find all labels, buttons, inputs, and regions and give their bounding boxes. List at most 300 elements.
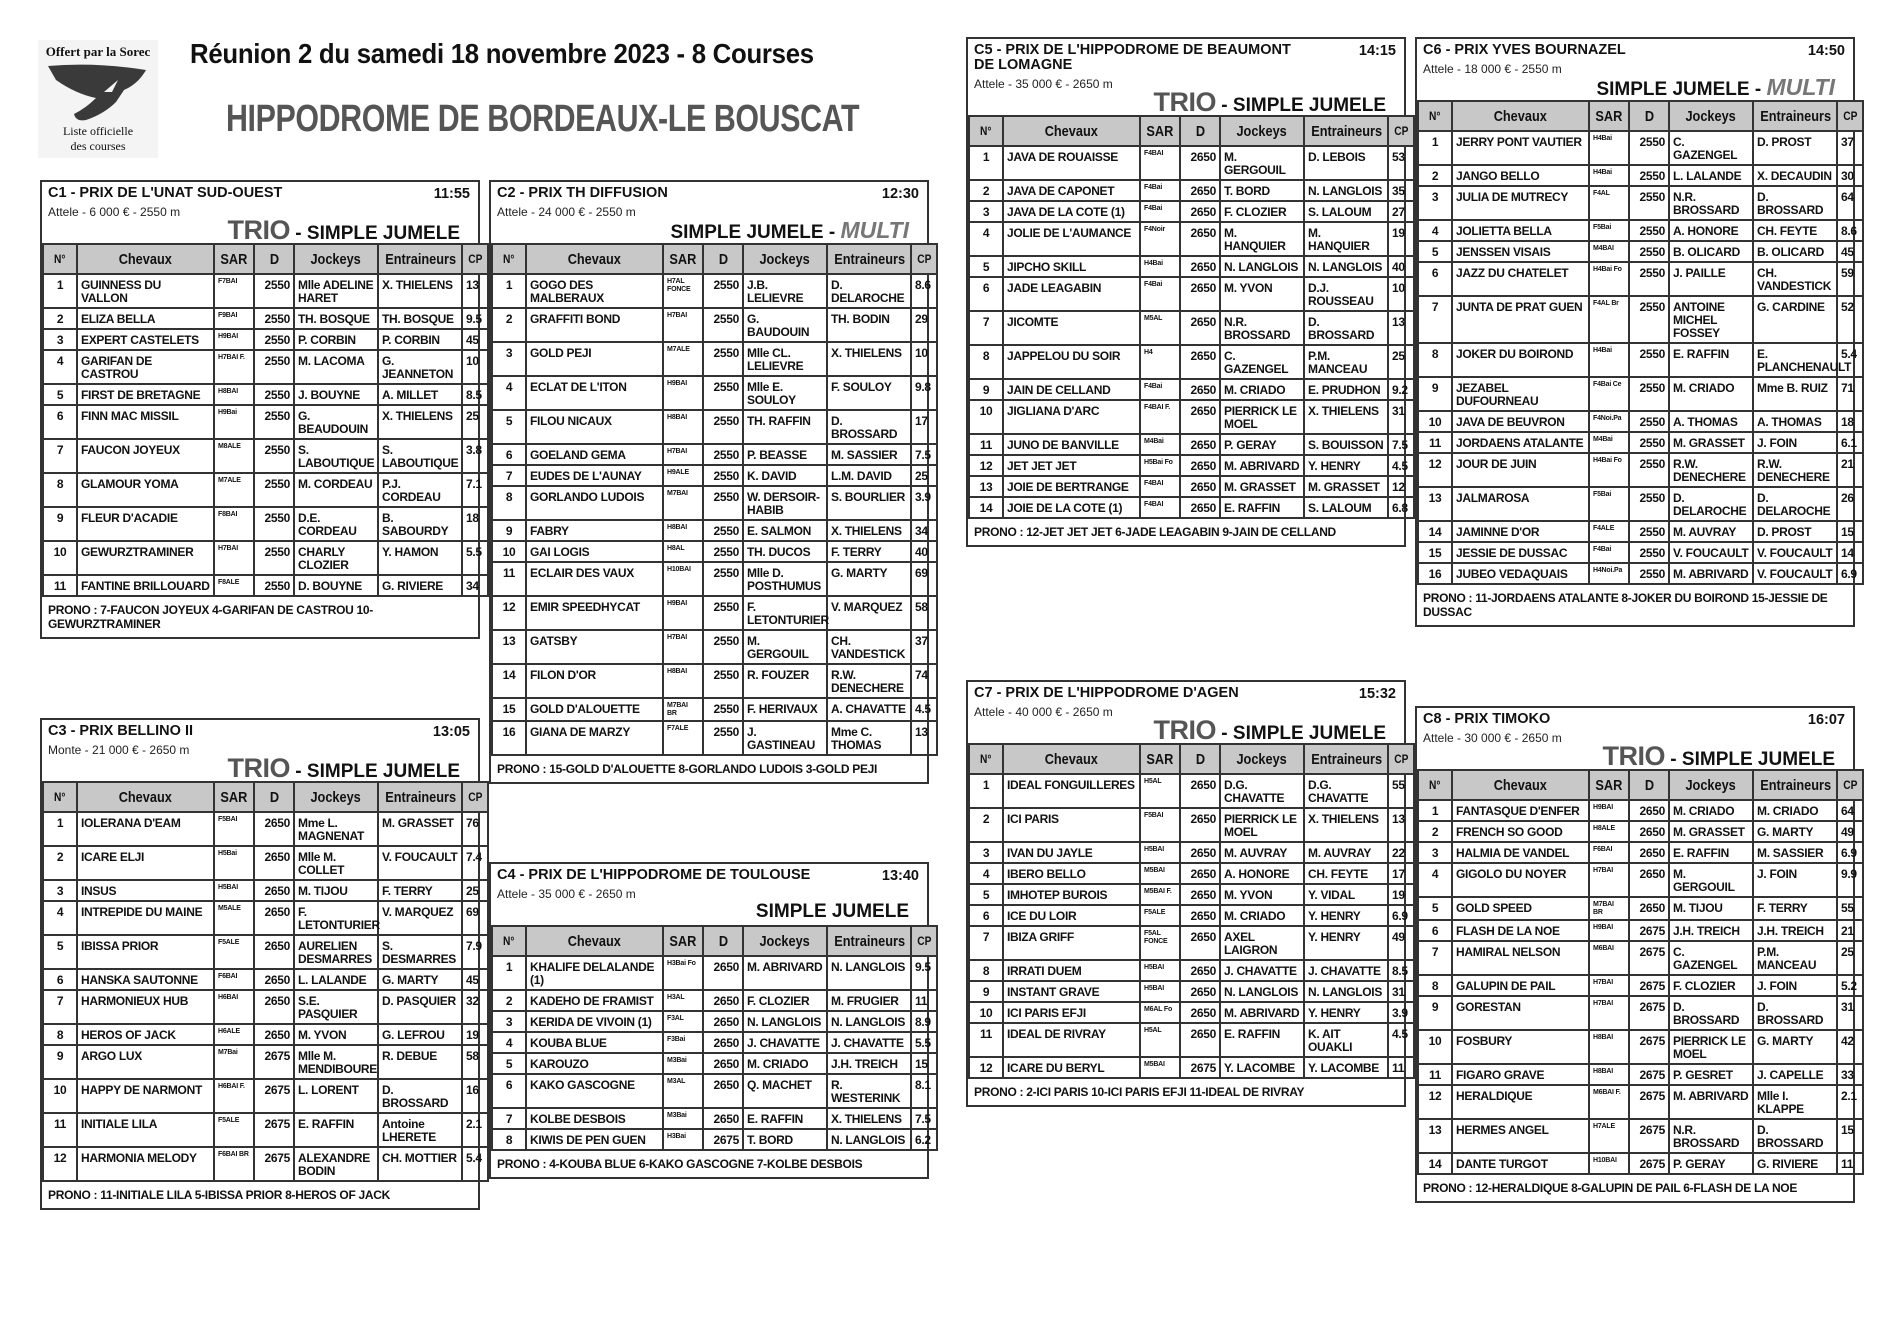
cell-horse: JOIE DE LA COTE (1) — [1003, 497, 1140, 518]
bet-types — [48, 753, 472, 783]
header-label: N° — [1429, 778, 1441, 792]
cell-jockey: TH. RAFFIN — [743, 410, 827, 444]
race-time: 11:55 — [433, 186, 470, 202]
cell-d: 2550 — [1629, 453, 1669, 487]
runner-row — [969, 497, 1414, 518]
cell-horse: HERALDIQUE — [1452, 1085, 1589, 1119]
runner-row — [492, 376, 937, 410]
header-label: SAR — [220, 788, 248, 806]
cell-horse: FIGARO GRAVE — [1452, 1064, 1589, 1085]
cell-num: 2 — [969, 180, 1003, 201]
header-label: CP — [467, 252, 483, 266]
header-col-num — [492, 244, 526, 274]
runner-row — [969, 842, 1414, 863]
runner-row — [492, 721, 937, 755]
cell-horse: KAROUZO — [526, 1053, 663, 1074]
cell-trainer: P.J. CORDEAU — [378, 473, 462, 507]
bet-simple-jumele: - SIMPLE JUMELE — [1665, 749, 1835, 770]
cell-cp: 19 — [1388, 222, 1414, 256]
cell-d: 2550 — [1629, 432, 1669, 453]
header-label: Jockeys — [310, 788, 362, 806]
cell-horse: ECLAT DE L'ITON — [526, 376, 663, 410]
bet-simple-jumele: - SIMPLE JUMELE — [1216, 723, 1386, 744]
cell-num: 6 — [492, 444, 526, 465]
cell-jockey: C. GAZENGEL — [1220, 345, 1304, 379]
runner-row — [492, 698, 937, 721]
header-label: D — [718, 932, 728, 950]
cell-num: 1 — [1418, 800, 1452, 821]
cell-sar: H9BAI — [214, 329, 254, 350]
cell-horse: GEWURZTRAMINER — [77, 541, 214, 575]
cell-num: 4 — [492, 376, 526, 410]
cell-num: 7 — [969, 311, 1003, 345]
cell-trainer: Y. HENRY — [1304, 1002, 1388, 1023]
cell-trainer: P.M. MANCEAU — [1753, 941, 1837, 975]
cell-num: 1 — [969, 146, 1003, 180]
cell-horse: JANGO BELLO — [1452, 165, 1589, 186]
cell-sar: F4Noir — [1140, 222, 1180, 256]
cell-sar: H5AL — [1140, 1023, 1180, 1057]
cell-trainer: X. THIELENS — [378, 274, 462, 308]
header-col-jockey — [1669, 101, 1753, 131]
cell-jockey: M. CRIADO — [1669, 377, 1753, 411]
race-card-c4 — [489, 862, 932, 1179]
bet-simple-jumele: - SIMPLE JUMELE — [290, 761, 460, 782]
cell-cp: 29 — [911, 308, 937, 342]
cell-num: 4 — [969, 222, 1003, 256]
cell-sar: H7BAI — [663, 308, 703, 342]
runner-row — [43, 575, 488, 596]
header-label: D — [1195, 750, 1205, 768]
cell-d: 2650 — [1180, 180, 1220, 201]
cell-sar: H4Bai Fo — [1589, 453, 1629, 487]
cell-num: 5 — [969, 256, 1003, 277]
cell-d: 2550 — [703, 520, 743, 541]
cell-num: 4 — [492, 1032, 526, 1053]
cell-sar: F4Bai — [1589, 542, 1629, 563]
race-name: C5 - PRIX DE L'HIPPODROME DE BEAUMONT DE LOMAGNE — [974, 42, 1291, 73]
cell-cp: 27 — [1388, 201, 1414, 222]
header-label: Chevaux — [118, 788, 173, 806]
header-col-sar — [1140, 744, 1180, 774]
cell-num: 13 — [969, 476, 1003, 497]
runner-row — [43, 308, 488, 329]
race-conditions: Attele - 24 000 € - 2550 m — [497, 205, 636, 219]
cell-num: 7 — [492, 465, 526, 486]
header-label: D — [269, 250, 279, 268]
cell-horse: JOIE DE BERTRANGE — [1003, 476, 1140, 497]
cell-horse: GUINNESS DU VALLON — [77, 274, 214, 308]
cell-sar: F6BAI — [214, 969, 254, 990]
cell-horse: FLEUR D'ACADIE — [77, 507, 214, 541]
cell-d: 2550 — [1629, 542, 1669, 563]
header-label: N° — [54, 252, 66, 266]
cell-d: 2675 — [1629, 975, 1669, 996]
cell-d: 2650 — [1180, 146, 1220, 180]
cell-d: 2650 — [703, 956, 743, 990]
cell-trainer: D. BROSSARD — [1753, 186, 1837, 220]
cell-horse: GALUPIN DE PAIL — [1452, 975, 1589, 996]
cell-jockey: N.R. BROSSARD — [1669, 1119, 1753, 1153]
cell-d: 2650 — [254, 846, 294, 880]
cell-sar: H7ALE — [1589, 1119, 1629, 1153]
bet-types — [1423, 76, 1847, 100]
cell-sar: H7BAI — [1589, 975, 1629, 996]
runner-row — [969, 905, 1414, 926]
cell-jockey: M. ABRIVARD — [1220, 455, 1304, 476]
cell-num: 3 — [43, 329, 77, 350]
runner-row — [1418, 262, 1863, 296]
cell-num: 13 — [492, 630, 526, 664]
cell-num: 5 — [969, 884, 1003, 905]
cell-horse: FABRY — [526, 520, 663, 541]
prono-prediction: PRONO : 15-GOLD D'ALOUETTE 8-GORLANDO LUDOIS 3-GOLD PEJI — [497, 762, 878, 776]
cell-d: 2650 — [1629, 800, 1669, 821]
cell-d: 2675 — [1629, 1085, 1669, 1119]
race-name: C6 - PRIX YVES BOURNAZEL — [1423, 42, 1626, 58]
cell-num: 8 — [1418, 343, 1452, 377]
header-col-cp — [911, 244, 937, 274]
cell-cp: 58 — [462, 1045, 488, 1079]
cell-sar: F3Bai — [663, 1032, 703, 1053]
cell-horse: JIPCHO SKILL — [1003, 256, 1140, 277]
cell-jockey: PIERRICK LE MOEL — [1669, 1030, 1753, 1064]
cell-horse: FILOU NICAUX — [526, 410, 663, 444]
cell-jockey: D. BROSSARD — [1669, 996, 1753, 1030]
header-col-trainer — [1753, 770, 1837, 800]
cell-d: 2650 — [1180, 379, 1220, 400]
race-conditions: Attele - 18 000 € - 2550 m — [1423, 62, 1562, 76]
cell-horse: IBISSA PRIOR — [77, 935, 214, 969]
cell-d: 2550 — [254, 329, 294, 350]
cell-jockey: A. THOMAS — [1669, 411, 1753, 432]
prono-prediction: PRONO : 7-FAUCON JOYEUX 4-GARIFAN DE CASTROU 10-GEWURZTRAMINER — [48, 603, 373, 631]
cell-trainer: F. SOULOY — [827, 376, 911, 410]
cell-horse: ICARE DU BERYL — [1003, 1057, 1140, 1078]
cell-d: 2650 — [703, 1108, 743, 1129]
cell-d: 2650 — [1180, 960, 1220, 981]
cell-jockey: M. CRIADO — [743, 1053, 827, 1074]
cell-sar: F5ALE — [1140, 905, 1180, 926]
cell-jockey: N. LANGLOIS — [1220, 981, 1304, 1002]
cell-num: 3 — [43, 880, 77, 901]
cell-cp: 13 — [462, 274, 488, 308]
cell-trainer: E. PRUDHON — [1304, 379, 1388, 400]
bet-trio: TRIO — [1153, 87, 1217, 117]
cell-horse: JIGLIANA D'ARC — [1003, 400, 1140, 434]
cell-d: 2675 — [703, 1129, 743, 1150]
runner-row — [1418, 1064, 1863, 1085]
race-header — [1417, 39, 1853, 100]
cell-jockey: R.W. DENECHERE — [1669, 453, 1753, 487]
runner-row — [43, 350, 488, 384]
cell-jockey: Y. LACOMBE — [1220, 1057, 1304, 1078]
race-header — [42, 182, 478, 243]
race-time: 13:40 — [881, 868, 919, 884]
cell-sar: M5BAI F. — [1140, 884, 1180, 905]
header-col-cp — [911, 926, 937, 956]
cell-cp: 21 — [1837, 920, 1863, 941]
cell-num: 6 — [492, 1074, 526, 1108]
cell-d: 2650 — [254, 990, 294, 1024]
cell-jockey: V. FOUCAULT — [1669, 542, 1753, 563]
cell-jockey: M. ABRIVARD — [1220, 1002, 1304, 1023]
runner-row — [492, 308, 937, 342]
runner-row — [43, 901, 488, 935]
cell-sar: H10BAI — [663, 562, 703, 596]
runner-row — [492, 1129, 937, 1150]
cell-trainer: M. AUVRAY — [1304, 842, 1388, 863]
cell-d: 2550 — [703, 342, 743, 376]
cell-horse: JOLIE DE L'AUMANCE — [1003, 222, 1140, 256]
cell-horse: KADEHO DE FRAMIST — [526, 990, 663, 1011]
cell-num: 8 — [492, 486, 526, 520]
cell-num: 2 — [1418, 165, 1452, 186]
runner-row — [43, 507, 488, 541]
cell-d: 2675 — [1629, 1030, 1669, 1064]
cell-trainer: R.W. DENECHERE — [1753, 453, 1837, 487]
cell-trainer: Mme B. RUIZ — [1753, 377, 1837, 411]
runner-row — [43, 473, 488, 507]
cell-sar: M7BAI — [663, 486, 703, 520]
runner-row — [492, 1074, 937, 1108]
header-label: Entraineurs — [1311, 122, 1383, 140]
header-label: SAR — [1595, 107, 1623, 125]
header-col-d — [1180, 744, 1220, 774]
cell-jockey: W. DERSOIR-HABIB — [743, 486, 827, 520]
header-label: Chevaux — [118, 250, 173, 268]
cell-trainer: N. LANGLOIS — [1304, 256, 1388, 277]
cell-cp: 9.8 — [911, 376, 937, 410]
cell-trainer: Y. LACOMBE — [1304, 1057, 1388, 1078]
cell-cp: 22 — [1388, 842, 1414, 863]
cell-sar: M4Bai — [1589, 432, 1629, 453]
header-col-d — [703, 244, 743, 274]
cell-d: 2650 — [1180, 1023, 1220, 1057]
cell-sar: M6AL Fo — [1140, 1002, 1180, 1023]
cell-trainer: G. JEANNETON — [378, 350, 462, 384]
cell-sar: H8BAI — [1589, 1064, 1629, 1085]
cell-cp: 64 — [1837, 186, 1863, 220]
cell-horse: INSUS — [77, 880, 214, 901]
runner-row — [43, 1147, 488, 1181]
race-time: 16:07 — [1807, 712, 1845, 728]
race-name: C2 - PRIX TH DIFFUSION — [497, 185, 668, 201]
header-label: Jockeys — [759, 250, 811, 268]
cell-horse: GORESTAN — [1452, 996, 1589, 1030]
bet-trio: TRIO — [227, 753, 291, 783]
header-col-num — [43, 782, 77, 812]
cell-cp: 6.9 — [1837, 842, 1863, 863]
cell-d: 2650 — [1180, 842, 1220, 863]
header-label: Entraineurs — [385, 788, 457, 806]
cell-cp: 2.1 — [1837, 1085, 1863, 1119]
cell-trainer: G. CARDINE — [1753, 296, 1837, 343]
cell-jockey: F. CLOZIER — [1669, 975, 1753, 996]
bet-types — [974, 87, 1398, 117]
header-col-trainer — [827, 926, 911, 956]
cell-num: 9 — [492, 520, 526, 541]
runners-table — [491, 243, 938, 756]
cell-d: 2650 — [1180, 476, 1220, 497]
cell-d: 2675 — [1629, 1119, 1669, 1153]
header-col-d — [254, 782, 294, 812]
runner-row — [43, 274, 488, 308]
cell-sar: M3Bai — [663, 1108, 703, 1129]
runner-row — [1418, 920, 1863, 941]
cell-jockey: M. CORDEAU — [294, 473, 378, 507]
cell-num: 11 — [1418, 1064, 1452, 1085]
cell-d: 2550 — [254, 384, 294, 405]
cell-cp: 58 — [911, 596, 937, 630]
runner-row — [969, 476, 1414, 497]
race-header — [42, 720, 478, 781]
cell-horse: JORDAENS ATALANTE — [1452, 432, 1589, 453]
cell-trainer: G. RIVIERE — [1753, 1153, 1837, 1174]
cell-cp: 8.6 — [911, 274, 937, 308]
cell-num: 5 — [43, 384, 77, 405]
cell-num: 14 — [1418, 521, 1452, 542]
cell-jockey: M. YVON — [1220, 884, 1304, 905]
cell-cp: 21 — [1837, 453, 1863, 487]
bet-trio: TRIO — [227, 215, 291, 245]
cell-cp: 5.4 — [462, 1147, 488, 1181]
cell-cp: 3.9 — [1388, 1002, 1414, 1023]
runner-row — [492, 1053, 937, 1074]
cell-horse: JUBEO VEDAQUAIS — [1452, 563, 1589, 584]
cell-jockey: Mlle M. MENDIBOURE — [294, 1045, 378, 1079]
cell-cp: 59 — [1837, 262, 1863, 296]
header-label: SAR — [669, 932, 697, 950]
cell-jockey: Q. MACHET — [743, 1074, 827, 1108]
cell-d: 2650 — [254, 880, 294, 901]
cell-sar: M6BAI F. — [1589, 1085, 1629, 1119]
cell-num: 5 — [1418, 241, 1452, 262]
cell-jockey: E. RAFFIN — [1220, 497, 1304, 518]
table-header-row — [1418, 101, 1863, 131]
cell-jockey: M. GERGOUIL — [1220, 146, 1304, 180]
header-col-jockey — [743, 244, 827, 274]
header-label: D — [1195, 122, 1205, 140]
cell-num: 16 — [1418, 563, 1452, 584]
cell-trainer: D. PASQUIER — [378, 990, 462, 1024]
cell-d: 2675 — [254, 1113, 294, 1147]
cell-sar: M7Bai — [214, 1045, 254, 1079]
cell-jockey: J. PAILLE — [1669, 262, 1753, 296]
runner-row — [1418, 1153, 1863, 1174]
cell-jockey: Mlle ADELINE HARET — [294, 274, 378, 308]
cell-d: 2650 — [1629, 842, 1669, 863]
cell-horse: HANSKA SAUTONNE — [77, 969, 214, 990]
race-header — [491, 182, 927, 243]
runner-row — [969, 1057, 1414, 1078]
cell-trainer: G. MARTY — [1753, 1030, 1837, 1064]
cell-horse: IVAN DU JAYLE — [1003, 842, 1140, 863]
header-label: Entraineurs — [1760, 107, 1832, 125]
cell-num: 15 — [492, 698, 526, 721]
cell-cp: 9.9 — [1837, 863, 1863, 897]
cell-d: 2675 — [1629, 1064, 1669, 1085]
cell-jockey: E. RAFFIN — [1669, 343, 1753, 377]
cell-sar: H8BAI — [214, 384, 254, 405]
cell-jockey: M. GRASSET — [1220, 476, 1304, 497]
cell-d: 2550 — [254, 439, 294, 473]
race-header — [1417, 708, 1853, 769]
header-label: Chevaux — [567, 932, 622, 950]
header-col-sar — [1589, 101, 1629, 131]
cell-sar: H10BAI — [1589, 1153, 1629, 1174]
cell-d: 2550 — [254, 575, 294, 596]
cell-num: 3 — [492, 342, 526, 376]
cell-num: 8 — [969, 960, 1003, 981]
cell-cp: 7.5 — [1388, 434, 1414, 455]
cell-sar: F3AL — [663, 1011, 703, 1032]
cell-horse: JESSIE DE DUSSAC — [1452, 542, 1589, 563]
cell-num: 4 — [43, 350, 77, 384]
cell-trainer: CH. FEYTE — [1304, 863, 1388, 884]
cell-trainer: F. TERRY — [827, 541, 911, 562]
cell-sar: H5Bai — [214, 846, 254, 880]
cell-cp: 37 — [1837, 131, 1863, 165]
cell-d: 2650 — [1180, 808, 1220, 842]
cell-horse: INTREPIDE DU MAINE — [77, 901, 214, 935]
cell-horse: FANTASQUE D'ENFER — [1452, 800, 1589, 821]
cell-d: 2550 — [1629, 220, 1669, 241]
cell-horse: DANTE TURGOT — [1452, 1153, 1589, 1174]
header-col-horse — [526, 244, 663, 274]
cell-num: 7 — [1418, 941, 1452, 975]
cell-jockey: A. HONORE — [1220, 863, 1304, 884]
cell-d: 2650 — [1180, 277, 1220, 311]
cell-num: 7 — [1418, 296, 1452, 343]
cell-d: 2550 — [1629, 377, 1669, 411]
cell-sar: H9ALE — [663, 465, 703, 486]
cell-cp: 49 — [1837, 821, 1863, 842]
runner-row — [43, 935, 488, 969]
runner-row — [1418, 343, 1863, 377]
runner-row — [1418, 165, 1863, 186]
cell-trainer: X. THIELENS — [827, 520, 911, 541]
cell-d: 2675 — [1629, 920, 1669, 941]
cell-d: 2550 — [1629, 131, 1669, 165]
cell-cp: 25 — [462, 405, 488, 439]
cell-sar: H8BAI — [1589, 1030, 1629, 1064]
header-col-num — [969, 116, 1003, 146]
cell-horse: GIGOLO DU NOYER — [1452, 863, 1589, 897]
cell-sar: M5BAI — [1140, 1057, 1180, 1078]
cell-horse: JICOMTE — [1003, 311, 1140, 345]
prono-prediction: PRONO : 11-INITIALE LILA 5-IBISSA PRIOR 8-HEROS OF JACK — [48, 1188, 390, 1202]
cell-trainer: J. FOIN — [1753, 432, 1837, 453]
runner-row — [969, 345, 1414, 379]
runner-row — [969, 926, 1414, 960]
runners-table — [1417, 100, 1864, 585]
cell-num: 8 — [43, 1024, 77, 1045]
cell-d: 2550 — [703, 698, 743, 721]
cell-d: 2550 — [1629, 343, 1669, 377]
cell-horse: ECLAIR DES VAUX — [526, 562, 663, 596]
table-header-row — [1418, 770, 1863, 800]
cell-cp: 13 — [911, 721, 937, 755]
cell-jockey: ALEXANDRE BODIN — [294, 1147, 378, 1181]
cell-jockey: M. ABRIVARD — [1669, 563, 1753, 584]
cell-d: 2550 — [254, 308, 294, 329]
cell-num: 12 — [1418, 1085, 1452, 1119]
runner-row — [969, 863, 1414, 884]
header-label: Jockeys — [310, 250, 362, 268]
runner-row — [492, 1108, 937, 1129]
cell-d: 2550 — [703, 308, 743, 342]
